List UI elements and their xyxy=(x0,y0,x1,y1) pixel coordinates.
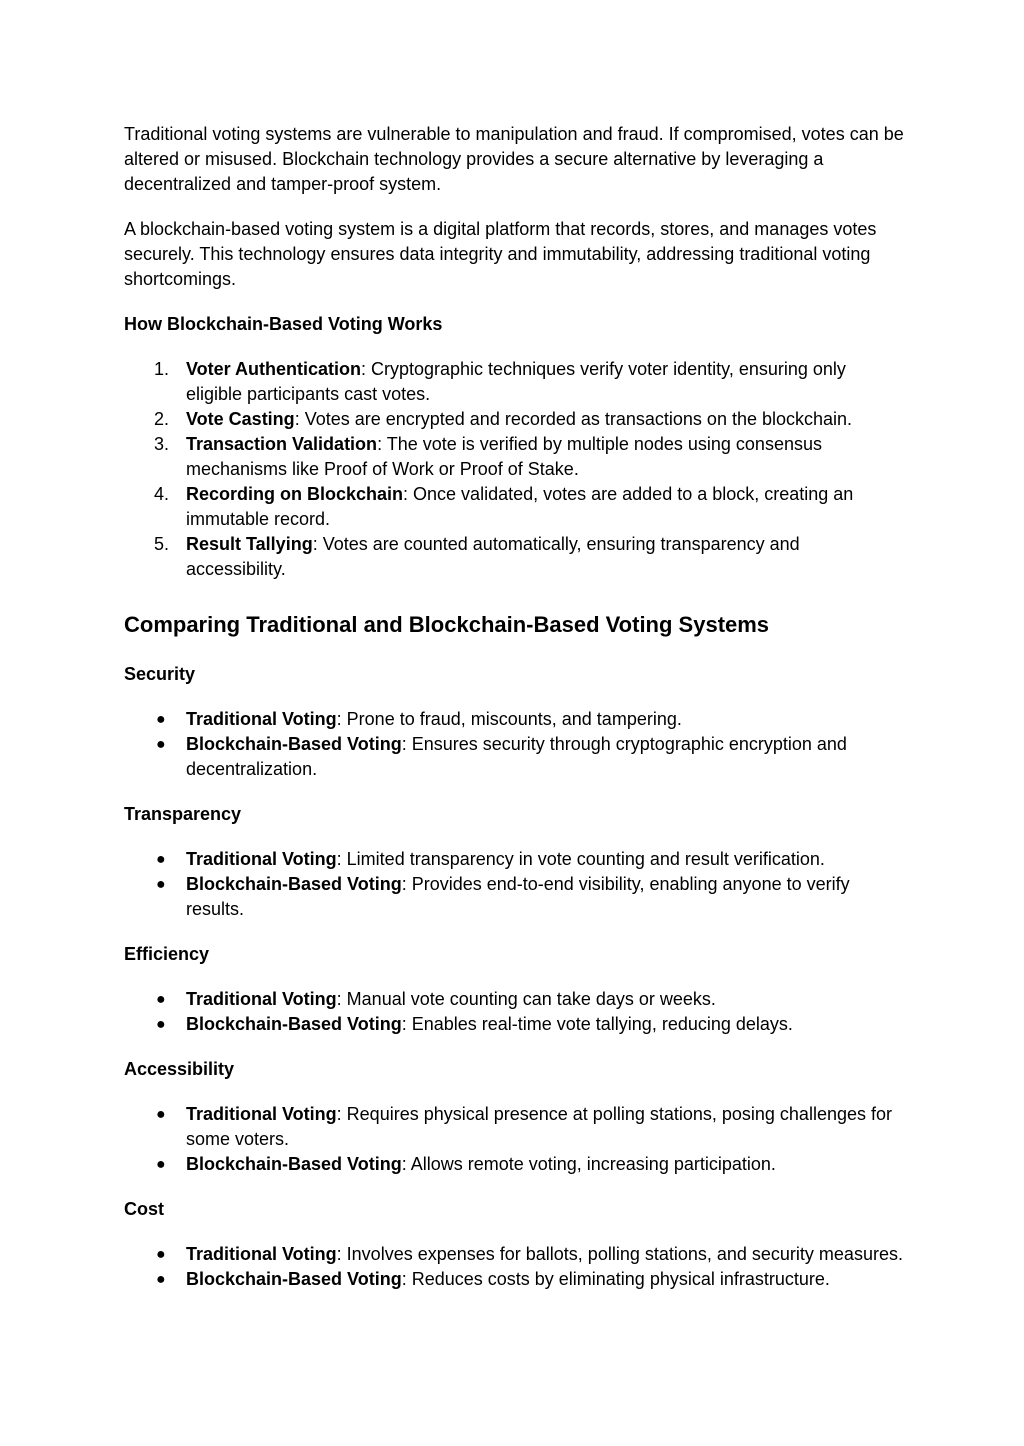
step-text: : Votes are counted automatically, ensuring transparency and accessibility. xyxy=(186,534,800,579)
bullet-icon: ● xyxy=(156,1271,166,1288)
list-number: 4. xyxy=(154,484,170,504)
item-text: : Involves expenses for ballots, polling stations, and security measures. xyxy=(336,1244,903,1264)
list-item xyxy=(124,1012,904,1037)
bullet-icon: ● xyxy=(156,736,166,753)
item-text: : Reduces costs by eliminating physical infrastructure. xyxy=(401,1269,830,1289)
item-text: : Enables real-time vote tallying, reducing delays. xyxy=(401,1014,793,1034)
list-item xyxy=(124,1267,904,1292)
step-term: Vote Casting xyxy=(186,409,295,429)
bullet-list xyxy=(124,1242,904,1292)
list-number: 5. xyxy=(154,534,170,554)
item-term: Blockchain-Based Voting xyxy=(186,1014,402,1034)
section-heading-accessibility: Accessibility xyxy=(124,1059,235,1079)
section-heading-security: Security xyxy=(124,664,196,684)
item-text: : Provides end-to-end visibility, enabling anyone to verify results. xyxy=(186,874,850,919)
list-item xyxy=(124,987,904,1012)
list-item xyxy=(124,707,904,732)
item-text: : Requires physical presence at polling stations, posing challenges for some voters. xyxy=(186,1104,892,1149)
step-term: Recording on Blockchain xyxy=(186,484,404,504)
item-text: : Manual vote counting can take days or weeks. xyxy=(336,989,716,1009)
item-term: Traditional Voting xyxy=(186,989,337,1009)
intro-paragraph-1: Traditional voting systems are vulnerable to manipulation and fraud. If compromised, votes can be altered or misused. Blockchain technology provides a secure alternative by leveraging a decentralized and tamper-proof system. xyxy=(124,124,904,194)
steps-list xyxy=(124,357,904,582)
bullet-icon: ● xyxy=(156,851,166,868)
item-term: Blockchain-Based Voting xyxy=(186,874,402,894)
list-item xyxy=(124,407,904,432)
item-text: : Prone to fraud, miscounts, and tampering. xyxy=(336,709,682,729)
item-text: : Allows remote voting, increasing participation. xyxy=(401,1154,776,1174)
section-heading-cost: Cost xyxy=(124,1199,164,1219)
list-item xyxy=(124,1102,904,1152)
bullet-icon: ● xyxy=(156,711,166,728)
bullet-icon: ● xyxy=(156,1106,166,1123)
item-term: Blockchain-Based Voting xyxy=(186,1269,402,1289)
list-item xyxy=(124,432,904,482)
item-term: Traditional Voting xyxy=(186,709,337,729)
list-item xyxy=(124,847,904,872)
list-item xyxy=(124,732,904,782)
bullet-icon: ● xyxy=(156,876,166,893)
comparison-title: Comparing Traditional and Blockchain-Based Voting Systems xyxy=(124,612,770,637)
step-text: : Once validated, votes are added to a block, creating an immutable record. xyxy=(186,484,854,529)
bullet-icon: ● xyxy=(156,1156,166,1173)
bullet-icon: ● xyxy=(156,991,166,1008)
bullet-icon: ● xyxy=(156,1016,166,1033)
list-item xyxy=(124,1152,904,1177)
section-heading-transparency: Transparency xyxy=(124,804,242,824)
list-item xyxy=(124,532,904,582)
bullet-icon: ● xyxy=(156,1246,166,1263)
step-term: Voter Authentication xyxy=(186,359,361,379)
step-text: : The vote is verified by multiple nodes using consensus mechanisms like Proof of Work or Proof of Stake. xyxy=(186,434,822,479)
item-text: : Limited transparency in vote counting and result verification. xyxy=(336,849,825,869)
bullet-list xyxy=(124,847,904,922)
item-term: Blockchain-Based Voting xyxy=(186,1154,402,1174)
document-content xyxy=(124,122,904,1312)
step-term: Result Tallying xyxy=(186,534,313,554)
bullet-list xyxy=(124,1102,904,1177)
bullet-list xyxy=(124,987,904,1037)
step-text: : Cryptographic techniques verify voter identity, ensuring only eligible participants cast votes. xyxy=(186,359,846,404)
list-number: 2. xyxy=(154,409,170,429)
list-item xyxy=(124,357,904,407)
step-term: Transaction Validation xyxy=(186,434,378,454)
how-it-works-heading: How Blockchain-Based Voting Works xyxy=(124,314,443,334)
step-text: : Votes are encrypted and recorded as transactions on the blockchain. xyxy=(294,409,853,429)
item-term: Traditional Voting xyxy=(186,849,337,869)
list-number: 1. xyxy=(154,359,170,379)
list-item xyxy=(124,482,904,532)
list-item xyxy=(124,872,904,922)
list-number: 3. xyxy=(154,434,170,454)
item-term: Traditional Voting xyxy=(186,1244,337,1264)
bullet-list xyxy=(124,707,904,782)
item-text: : Ensures security through cryptographic encryption and decentralization. xyxy=(186,734,847,779)
item-term: Traditional Voting xyxy=(186,1104,337,1124)
item-term: Blockchain-Based Voting xyxy=(186,734,402,754)
intro-paragraph-2: A blockchain-based voting system is a digital platform that records, stores, and manages votes securely. This technology ensures data integrity and immutability, addressing traditional voting shortcomings. xyxy=(124,219,877,289)
section-heading-efficiency: Efficiency xyxy=(124,944,210,964)
list-item xyxy=(124,1242,904,1267)
